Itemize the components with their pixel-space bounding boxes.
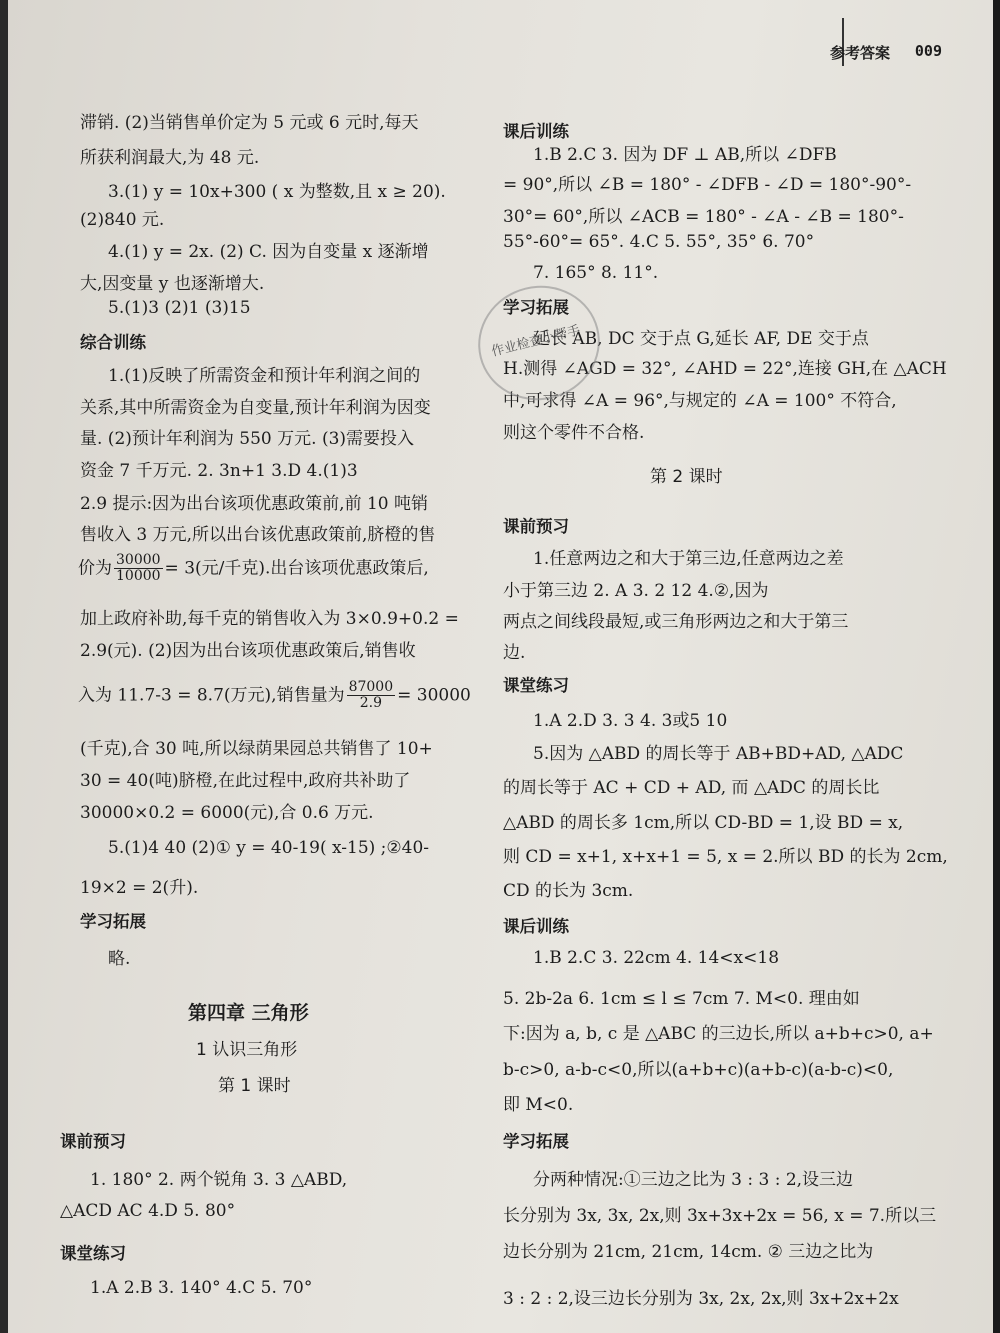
chapter-title: 第四章 三角形 bbox=[188, 1002, 309, 1024]
answer-line: 小于第三边 2. A 3. 2 12 4.②,因为 bbox=[503, 581, 769, 601]
section-heading: 课堂练习 bbox=[503, 676, 569, 695]
answer-line: = 90°,所以 ∠B = 180° - ∠DFB - ∠D = 180°-90°- bbox=[503, 175, 912, 195]
answer-line: 1.A 2.D 3. 3 4. 3或5 10 bbox=[533, 711, 728, 731]
answer-line: 边. bbox=[503, 643, 526, 663]
section-heading: 综合训练 bbox=[80, 333, 146, 352]
answer-line: 19×2 = 2(升). bbox=[80, 878, 199, 898]
lesson-title: 第 1 课时 bbox=[218, 1076, 291, 1096]
lesson-2-title: 第 2 课时 bbox=[650, 467, 723, 487]
answer-line: 3.(1) y = 10x+300 ( x 为整数,且 x ≥ 20). bbox=[108, 182, 446, 202]
answer-line: 关系,其中所需资金为自变量,预计年利润为因变 bbox=[80, 398, 431, 418]
answer-line: 售收入 3 万元,所以出台该优惠政策前,脐橙的售 bbox=[80, 525, 436, 545]
answer-line: b-c>0, a-b-c<0,所以(a+b+c)(a+b-c)(a-b-c)<0, bbox=[503, 1060, 894, 1080]
answer-line: 长分别为 3x, 3x, 2x,则 3x+3x+2x = 56, x = 7.所以三 bbox=[503, 1206, 937, 1226]
fraction-line-1-pre: 价为 bbox=[78, 558, 112, 579]
fraction-line-1 bbox=[78, 553, 429, 585]
section-title: 1 认识三角形 bbox=[196, 1040, 298, 1060]
answer-line: 1.B 2.C 3. 因为 DF ⊥ AB,所以 ∠DFB bbox=[533, 145, 837, 165]
answer-line: 则这个零件不合格. bbox=[503, 423, 645, 443]
answer-line: 5.(1)4 40 (2)① y = 40-19( x-15) ;②40- bbox=[108, 838, 430, 858]
answer-line: 5. 2b-2a 6. 1cm ≤ l ≤ 7cm 7. M<0. 理由如 bbox=[503, 989, 860, 1009]
fraction-2-denominator: 2.9 bbox=[359, 695, 382, 712]
fraction-1-denominator: 10000 bbox=[116, 568, 161, 585]
answer-line: 两点之间线段最短,或三角形两边之和大于第三 bbox=[503, 612, 849, 632]
fraction-line-2 bbox=[78, 680, 471, 712]
answer-line: 加上政府补助,每千克的销售收入为 3×0.9+0.2 = bbox=[80, 609, 459, 629]
answer-line: 2.9(元). (2)因为出台该项优惠政策后,销售收 bbox=[80, 641, 416, 661]
section-heading: 课前预习 bbox=[503, 517, 569, 536]
answer-line: △ACD AC 4.D 5. 80° bbox=[60, 1201, 236, 1221]
answer-line: 下:因为 a, b, c 是 △ABC 的三边长,所以 a+b+c>0, a+ bbox=[503, 1024, 934, 1044]
answer-line: 1.任意两边之和大于第三边,任意两边之差 bbox=[533, 549, 844, 569]
heading-practice: 课堂练习 bbox=[60, 1244, 126, 1263]
fraction-2 bbox=[347, 680, 396, 712]
answer-line: 略. bbox=[108, 949, 131, 969]
section-heading: 学习拓展 bbox=[503, 1132, 569, 1151]
section-heading: 学习拓展 bbox=[80, 912, 146, 931]
answer-line: 大,因变量 y 也逐渐增大. bbox=[80, 274, 265, 294]
inspection-stamp-text: 作业检查小帮手 bbox=[490, 323, 582, 360]
answer-line: 30 = 40(吨)脐橙,在此过程中,政府共补助了 bbox=[80, 771, 411, 791]
answer-line: 5.因为 △ABD 的周长等于 AB+BD+AD, △ADC bbox=[533, 744, 904, 764]
answer-line: 的周长等于 AC + CD + AD, 而 △ADC 的周长比 bbox=[503, 778, 880, 798]
answer-line: 1.(1)反映了所需资金和预计年利润之间的 bbox=[108, 366, 421, 386]
fraction-line-2-pre: 入为 11.7-3 = 8.7(万元),销售量为 bbox=[78, 685, 345, 706]
answer-line: 5.(1)3 (2)1 (3)15 bbox=[108, 298, 251, 318]
answer-line: 资金 7 千万元. 2. 3n+1 3.D 4.(1)3 bbox=[80, 461, 358, 481]
answer-line: 量. (2)预计年利润为 550 万元. (3)需要投入 bbox=[80, 429, 415, 449]
answer-line: 4.(1) y = 2x. (2) C. 因为自变量 x 逐渐增 bbox=[108, 242, 429, 262]
answer-line: (2)840 元. bbox=[80, 210, 165, 230]
heading-preview: 课前预习 bbox=[60, 1132, 126, 1151]
page-number: 009 bbox=[914, 42, 942, 60]
answer-line: 30°= 60°,所以 ∠ACB = 180° - ∠A - ∠B = 180°- bbox=[503, 207, 904, 227]
fraction-1 bbox=[114, 553, 163, 585]
page-header-title: 参考答案 bbox=[829, 44, 890, 62]
section-heading: 课后训练 bbox=[503, 917, 569, 936]
answer-line: (千克),合 30 吨,所以绿荫果园总共销售了 10+ bbox=[80, 739, 433, 759]
answer-line: 滞销. (2)当销售单价定为 5 元或 6 元时,每天 bbox=[80, 113, 419, 133]
answer-line: 3 : 2 : 2,设三边长分别为 3x, 2x, 2x,则 3x+2x+2x bbox=[503, 1289, 899, 1309]
fraction-2-numerator: 87000 bbox=[348, 679, 394, 695]
fraction-line-2-post: = 30000 bbox=[397, 685, 471, 706]
answer-line: 所获利润最大,为 48 元. bbox=[80, 148, 260, 168]
answer-line: 则 CD = x+1, x+x+1 = 5, x = 2.所以 BD 的长为 2cm, bbox=[503, 847, 948, 867]
answer-line: CD 的长为 3cm. bbox=[503, 881, 634, 901]
answer-line: 延长 AB, DC 交于点 G,延长 AF, DE 交于点 bbox=[533, 329, 869, 349]
answer-line: 30000×0.2 = 6000(元),合 0.6 万元. bbox=[80, 803, 374, 823]
fraction-line-1-post: = 3(元/千克).出台该项优惠政策后, bbox=[164, 558, 429, 579]
answer-line: 边长分别为 21cm, 21cm, 14cm. ② 三边之比为 bbox=[503, 1242, 874, 1262]
answer-line: 1.B 2.C 3. 22cm 4. 14<x<18 bbox=[533, 948, 780, 968]
answer-line: 7. 165° 8. 11°. bbox=[533, 263, 659, 283]
answer-line: 55°-60°= 65°. 4.C 5. 55°, 35° 6. 70° bbox=[503, 232, 815, 252]
answer-line: 2.9 提示:因为出台该项优惠政策前,前 10 吨销 bbox=[80, 494, 429, 514]
answer-line: 1. 180° 2. 两个锐角 3. 3 △ABD, bbox=[90, 1170, 348, 1190]
answer-line: 分两种情况:①三边之比为 3 : 3 : 2,设三边 bbox=[533, 1170, 854, 1190]
section-heading: 学习拓展 bbox=[503, 298, 569, 317]
answer-line: 即 M<0. bbox=[503, 1095, 574, 1115]
answer-line: △ABD 的周长多 1cm,所以 CD-BD = 1,设 BD = x, bbox=[503, 813, 904, 833]
answer-line: 1.A 2.B 3. 140° 4.C 5. 70° bbox=[90, 1278, 313, 1298]
section-heading: 课后训练 bbox=[503, 122, 569, 141]
fraction-1-numerator: 30000 bbox=[116, 552, 161, 568]
answer-line: 中,可求得 ∠A = 96°,与规定的 ∠A = 100° 不符合, bbox=[503, 391, 897, 411]
answer-line: H.测得 ∠AGD = 32°, ∠AHD = 22°,连接 GH,在 △ACH bbox=[503, 359, 947, 379]
